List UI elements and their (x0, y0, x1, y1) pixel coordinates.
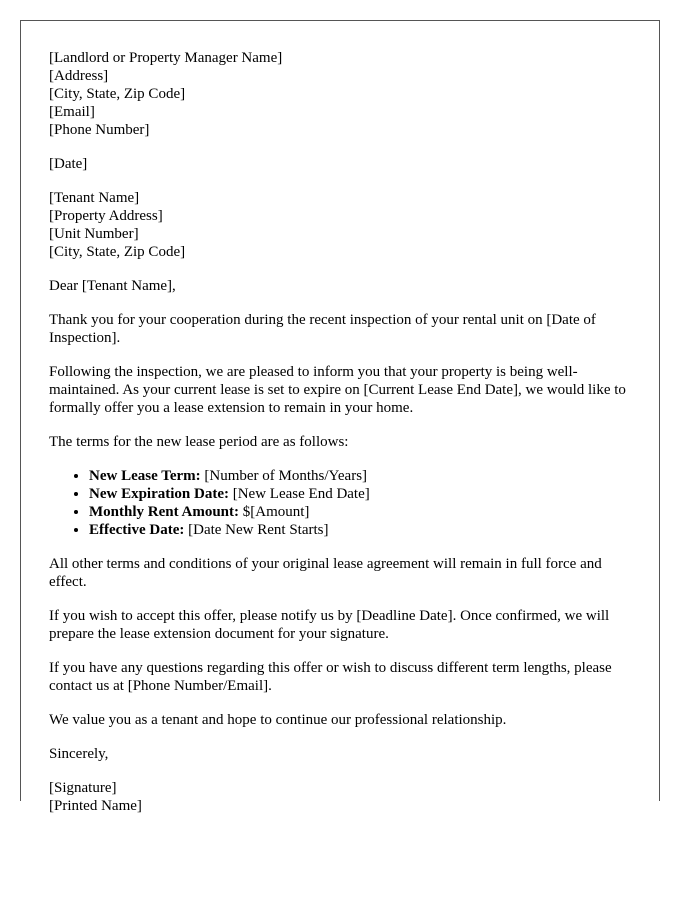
sender-city-state-zip: [City, State, Zip Code] (49, 86, 186, 102)
term-label: Monthly Rent Amount: (89, 504, 240, 520)
sender-block (49, 49, 641, 139)
term-value: $[Amount] (239, 504, 310, 520)
term-label: New Lease Term: (89, 468, 201, 484)
recipient-city-state-zip: [City, State, Zip Code] (49, 244, 186, 260)
term-item-lease-term (89, 467, 641, 485)
signature-block (49, 779, 641, 815)
term-label: Effective Date: (89, 522, 185, 538)
term-value: [Number of Months/Years] (200, 468, 368, 484)
paragraph-other-terms: All other terms and conditions of your original lease agreement will remain in full force and effect. (49, 556, 602, 590)
paragraph-accept-deadline: If you wish to accept this offer, please notify us by [Deadline Date]. Once confirmed, we will prepare the lease extension document for your signature. (49, 608, 610, 642)
term-value: [Date New Rent Starts] (184, 522, 329, 538)
term-value: [New Lease End Date] (228, 486, 370, 502)
sender-name: [Landlord or Property Manager Name] (49, 50, 283, 66)
date-block (49, 155, 641, 173)
term-item-expiration-date (89, 485, 641, 503)
term-item-effective-date (89, 521, 641, 539)
recipient-block (49, 189, 641, 261)
term-label: New Expiration Date: (89, 486, 229, 502)
paragraph-inspection-thanks: Thank you for your cooperation during the recent inspection of your rental unit on [Date of Inspection]. (49, 312, 596, 346)
paragraph-value-tenant: We value you as a tenant and hope to continue our professional relationship. (49, 712, 507, 728)
recipient-name: [Tenant Name] (49, 190, 140, 206)
signature: [Signature] (49, 780, 117, 796)
letter-page (20, 20, 660, 814)
paragraph-terms-intro: The terms for the new lease period are as follows: (49, 434, 349, 450)
printed-name: [Printed Name] (49, 798, 142, 814)
letter-content (49, 49, 641, 831)
paragraph-extension-offer: Following the inspection, we are pleased to inform you that your property is being well-maintained. As your current lease is set to expire on [Current Lease End Date], we would like to formally offer you a lease extension to remain in your home. (49, 364, 626, 416)
closing: Sincerely, (49, 746, 109, 762)
terms-list (49, 467, 641, 539)
salutation: Dear [Tenant Name], (49, 278, 176, 294)
sender-address: [Address] (49, 68, 109, 84)
sender-phone: [Phone Number] (49, 122, 150, 138)
sender-email: [Email] (49, 104, 95, 120)
recipient-unit-number: [Unit Number] (49, 226, 139, 242)
letter-date: [Date] (49, 156, 88, 172)
recipient-property-address: [Property Address] (49, 208, 163, 224)
paragraph-questions-contact: If you have any questions regarding this offer or wish to discuss different term lengths, please contact us at [Phone Number/Email]. (49, 660, 612, 694)
term-item-monthly-rent (89, 503, 641, 521)
